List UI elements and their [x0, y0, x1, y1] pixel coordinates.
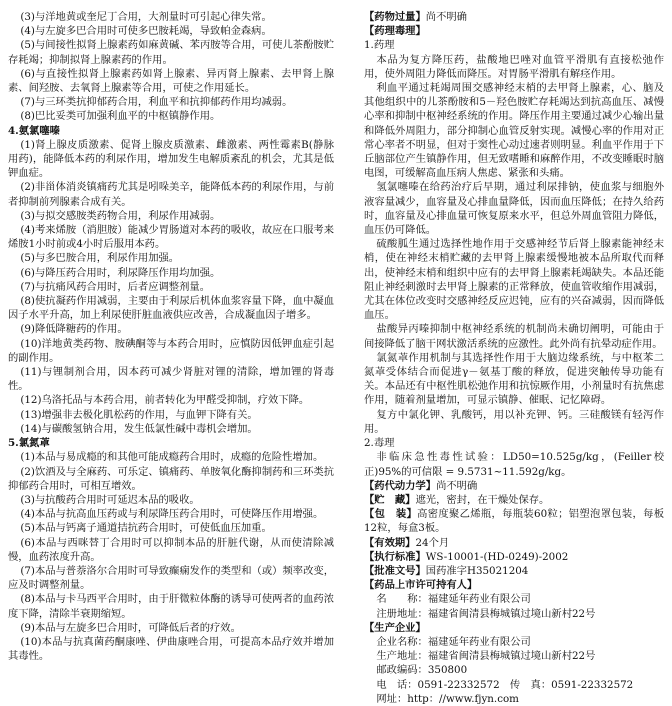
interaction-item: (7)与抗痛风药合用时，后者应调整剂量。: [20, 280, 210, 293]
product-info: [364, 479, 664, 578]
interaction-item: (14)与碳酸氢钠合用，发生低氯性碱中毒机会增加。: [20, 422, 258, 435]
interaction-item: (12)乌洛托品与本药合用，前者转化为甲醛受抑制，疗效下降。: [20, 394, 310, 407]
manufacturer-line: 企业名称：福建延年药业有限公司: [376, 635, 531, 648]
product-info-value: WS-10001-(HD-0249)-2002: [425, 550, 569, 563]
interaction-item: (8)巴比妥类可加强利血平的中枢镇静作用。: [20, 110, 221, 123]
pharmacology-paragraph: 本品为复方降压药，盐酸地巴唑对血管平滑肌有直接松弛作用，使外周阻力降低而降压。对胃肠平滑肌有解痉作用。: [364, 53, 664, 80]
left-column: [8, 10, 334, 663]
pharmacology-paragraph: 氯氮䓬作用机制与其选择性作用于大脑边缘系统，与中枢苯二氮䓬受体结合而促进γ－氨基丁酸的释放，促进突触传导功能有关。本品还有中枢性肌松弛作用和抗惊厥作用，小剂量时有抗焦虑作用，随着剂量增加，可显示镇静、催眠、记忆障碍。: [364, 351, 664, 407]
interaction-item: (4)本品与抗高血压药或与利尿降压药合用时，可使降压作用增强。: [20, 508, 324, 521]
interaction-item: (6)本品与西咪替丁合用时可以抑制本品的肝脏代谢，从而使清除减慢，血药浓度升高。: [8, 536, 334, 563]
product-info-value: 国药准字H35021204: [425, 564, 529, 577]
interaction-item: (3)与洋地黄或奎尼丁合用，大剂量时可引起心律失常。: [20, 11, 272, 23]
interaction-item: (6)与直接性拟肾上腺素药如肾上腺素、异丙肾上腺素、去甲肾上腺素、间羟胺、去氧肾上腺素等合用，可使之作用延长。: [8, 67, 334, 95]
interaction-item: (1)本品与易成瘾的和其他可能成瘾药合用时，成瘾的危险性增加。: [20, 451, 324, 464]
hydrochlorothiazide-interactions: [8, 138, 334, 436]
product-info-row: [364, 479, 664, 493]
interaction-item: (11)与锂制剂合用，因本药可减少肾脏对锂的清除，增加锂的肾毒性。: [8, 366, 334, 393]
pharmacology-toxicology-label: 【药理毒理】: [364, 25, 426, 38]
overdose-line: [364, 10, 664, 24]
interaction-item: (8)本品与卡马西平合用时，由于肝微粒体酶的诱导可使两者的血药浓度下降，清除半衰期缩短。: [8, 593, 334, 620]
interaction-item: (2)饮酒及与全麻药、可乐定、镇痛药、单胺氧化酶抑制药和三环类抗抑郁药合用时，可相互增效。: [8, 465, 334, 492]
manufacturer-line: 网址：http：//www.fjyn.com: [376, 692, 519, 705]
product-info-label: 【贮 藏】: [364, 493, 416, 506]
interaction-item: (3)与抗酸药合用时可延迟本品的吸收。: [20, 493, 200, 506]
product-info-label: 【有效期】: [364, 536, 416, 549]
pharmacology-title: 1.药理: [364, 39, 395, 52]
product-info-row: [364, 493, 664, 507]
interaction-item: (3)与拟交感胺类药物合用，利尿作用减弱。: [20, 209, 221, 222]
manufacturer-info: [364, 635, 664, 706]
license-holder-info: [364, 592, 664, 620]
interaction-item: (7)与三环类抗抑郁药合用，利血平和抗抑郁药作用均减弱。: [20, 96, 293, 109]
interaction-item: (1)肾上腺皮质激素、促肾上腺皮质激素、雌激素、两性霉素B(静脉用药)，能降低本药的利尿作用，增加发生电解质紊乱的机会，尤其是低钾血症。: [8, 138, 334, 180]
interaction-item: (4)与左旋多巴合用时可使多巴胺耗竭，导致帕金森病。: [20, 25, 272, 38]
pharmacology-paragraph: 复方中氯化钾、乳酸钙，用以补充钾、钙。三硅酸镁有轻泻作用。: [364, 408, 664, 435]
interaction-item: (10)洋地黄类药物、胺碘酮等与本药合用时，应慎防因低钾血症引起的副作用。: [8, 337, 334, 364]
product-info-label: 【药代动力学】: [364, 479, 437, 492]
interaction-item: (6)与降压药合用时，利尿降压作用均加强。: [20, 266, 221, 279]
section-4-title: 4.氨氯噻嗪: [8, 124, 60, 137]
pharmacology-paragraph: 硫酸胍生通过选择性地作用于交感神经节后肾上腺素能神经末梢，使在神经末梢贮藏的去甲肾上腺素缓慢地被本品所取代而释出，使神经末梢和组织中应有的去甲肾上腺素耗竭缺失。本品还能阻止神经刺激时去甲肾上腺素的正常释放，使血管收缩作用减弱，尤其在体位改变时交感神经反应迟钝，应有的兴奋减弱，因而降低血压。: [364, 238, 664, 322]
toxicology-text: 非临床急性毒性试验：LD50=10.525g/kg，(Feiller校正)95%的可信限 = 9.5731~11.592g/kg。: [364, 451, 664, 478]
interaction-item: (13)增强非去极化肌松药的作用，与血钾下降有关。: [20, 408, 258, 421]
section-5-title: 5.氯氮䓬: [8, 437, 50, 450]
product-info-label: 【执行标准】: [364, 550, 426, 563]
interaction-item: (5)与多巴胺合用，利尿作用加强。: [20, 252, 180, 265]
right-column: [364, 10, 664, 706]
interaction-item: (4)考来烯胺（消胆胺）能减少胃肠道对本药的吸收，故应在口服考来烯胺1小时前或4小时后服用本药。: [8, 224, 334, 251]
chlordiazepoxide-interactions: [8, 450, 334, 663]
product-info-row: [364, 550, 664, 564]
interaction-item: (5)与间接性拟肾上腺素药如麻黄碱、苯丙胺等合用，可使儿茶酚胺贮存耗竭；抑制拟肾上腺素药的作用。: [8, 39, 334, 66]
product-info-label: 【包 装】: [364, 508, 418, 521]
product-info-value: 24个月: [415, 536, 450, 549]
holder-line: 名 称：福建延年药业有限公司: [376, 593, 531, 606]
interaction-item: (8)使抗凝药作用减弱，主要由于利尿后机体血浆容量下降，血中凝血因子水平升高，加上利尿使肝脏血液供应改善，合成凝血因子增多。: [8, 295, 334, 322]
overdose-label: 【药物过量】: [364, 11, 426, 23]
license-holder-label: 【药品上市许可持有人】: [364, 579, 478, 592]
product-info-row: [364, 564, 664, 578]
pharmacology-text: [364, 53, 664, 436]
pharmacology-paragraph: 盐酸异丙嗪抑制中枢神经系统的机制尚未确切阐明，可能由于间接降低了脑干网状激活系统的应激性。此外尚有抗晕动症作用。: [364, 323, 664, 350]
interactions-continued: [8, 10, 334, 124]
toxicology-title: 2.毒理: [364, 437, 395, 450]
interaction-item: (9)降低降糖药的作用。: [20, 323, 128, 336]
interaction-item: (10)本品与抗真菌药酮康唑、伊曲康唑合用，可提高本品疗效并增加其毒性。: [8, 635, 334, 663]
product-info-value: 遮光，密封，在干燥处保存。: [415, 493, 550, 506]
interaction-item: (7)本品与普萘洛尔合用时可导致癫痫发作的类型和（或）频率改变，应及时调整剂量。: [8, 564, 334, 592]
product-info-row: [364, 536, 664, 550]
manufacturer-line: 生产地址：福建省闽清县梅城镇过境山新村22号: [376, 650, 596, 663]
product-info-label: 【批准文号】: [364, 564, 426, 577]
overdose-value: 尚不明确: [425, 11, 467, 23]
interaction-item: (2)非甾体消炎镇痛药尤其是吲哚美辛，能降低本药的利尿作用，与前者抑制前列腺素合成有关。: [8, 181, 334, 208]
holder-line: 注册地址：福建省闽清县梅城镇过境山新村22号: [376, 607, 596, 620]
pharmacology-paragraph: 利血平通过耗竭周围交感神经末梢的去甲肾上腺素，心、脑及其他组织中的儿茶酚胺和5－羟色胺贮存耗竭达到抗高血压、减慢心率和抑制中枢神经系统的作用。降压作用主要通过减少心输出量和降低外周阻力，部分抑制心血管反射实现。减慢心率的作用对正常心率者不明显，但对于窦性心动过速者则明显。利血平作用于下丘脑部位产生镇静作用，但无致嗜睡和麻醉作用，不改变睡眠时脑电图，可缓解高血压病人焦虑、紧张和头痛。: [364, 82, 664, 180]
pharmacology-paragraph: 氢氯噻嗪在给药治疗后早期，通过利尿排钠，使血浆与细胞外液容量减少，血容量及心排血量降低，因而血压降低；在持久给药时，血容量及心排血量可恢复原来水平，但总外周血管阻力降低，血压仍可降低。: [364, 181, 664, 237]
product-info-row: [364, 507, 664, 535]
interaction-item: (5)本品与钙离子通道拮抗药合用时，可使低血压加重。: [20, 522, 272, 535]
manufacturer-label: 【生产企业】: [364, 621, 426, 634]
product-info-value: 高密度聚乙烯瓶，每瓶装60粒；铝塑泡罩包装，每板12粒，每盒3板。: [364, 508, 665, 535]
product-info-value: 尚不明确: [436, 479, 478, 492]
manufacturer-line: 电 话：0591-22332572 传 真：0591-22332572: [376, 678, 634, 691]
manufacturer-line: 邮政编码：350800: [376, 664, 468, 677]
interaction-item: (9)本品与左旋多巴合用时，可降低后者的疗效。: [20, 621, 241, 634]
